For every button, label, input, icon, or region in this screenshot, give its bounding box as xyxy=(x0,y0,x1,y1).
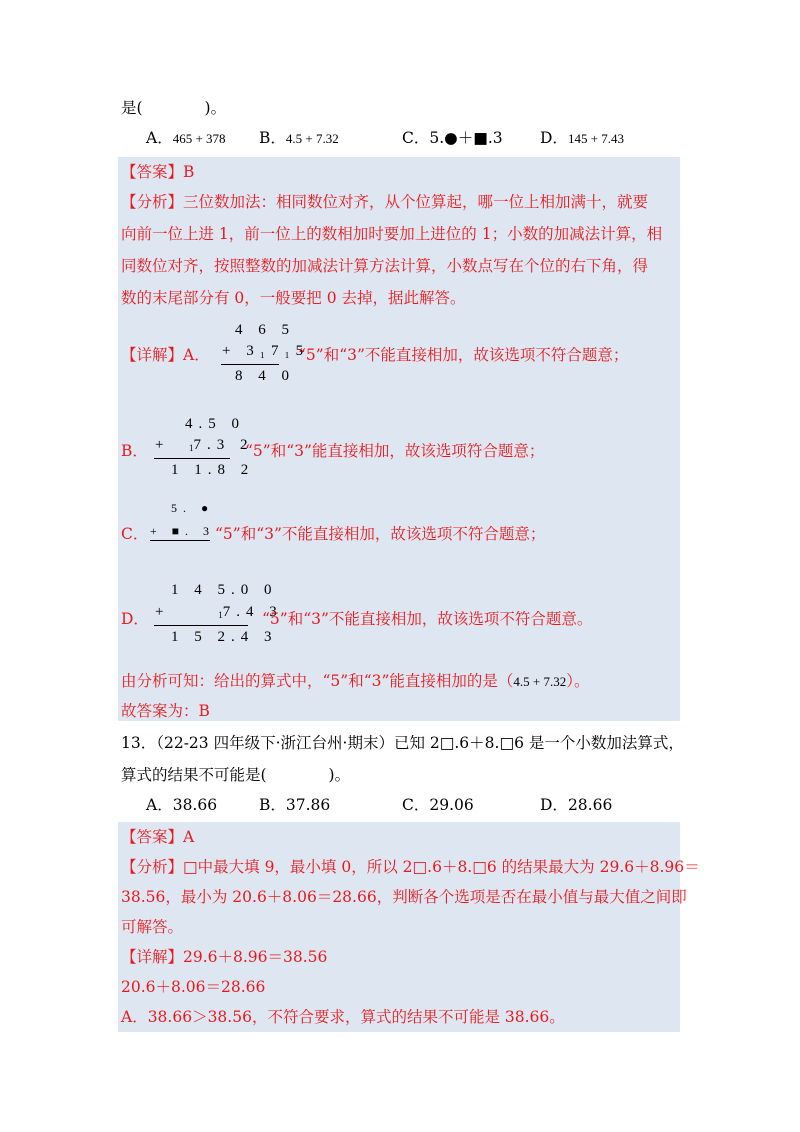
q12-conclusion xyxy=(121,671,590,692)
option-letter: D． xyxy=(540,796,568,814)
carry-digit: 1 xyxy=(218,610,223,620)
q13-option-c xyxy=(402,795,474,815)
q12-answer: 【答案】B xyxy=(121,163,195,181)
addend-digits: 7.3 2 xyxy=(193,437,254,453)
q12-analysis-line: 【分析】三位数加法：相同数位对齐，从个位算起，哪一位上相加满十，就要 xyxy=(121,193,649,211)
sum-line xyxy=(154,625,248,626)
conclusion-end: ）。 xyxy=(566,672,590,690)
q13-option-d xyxy=(540,795,612,815)
q12-detail-d-prefix: D． xyxy=(121,610,149,628)
q13-answer: 【答案】A xyxy=(121,828,195,846)
vertical-sum: 8 4 0 xyxy=(235,368,295,384)
q12-detail-c-comment: “5”和“3”不能直接相加，故该选项不符合题意； xyxy=(215,525,546,543)
option-expr: 4.5 + 7.32 xyxy=(285,131,339,146)
vertical-sum: 1 1.8 2 xyxy=(171,462,255,478)
sum-line xyxy=(221,364,279,365)
option-expr: 465 + 378 xyxy=(172,131,226,146)
q12-option-d xyxy=(540,128,624,149)
option-letter: D． xyxy=(540,129,568,147)
option-letter: C． xyxy=(402,796,430,814)
option-value: 28.66 xyxy=(567,796,613,814)
vertical-addend-top: 1 4 5.0 0 xyxy=(171,582,278,598)
q13-solution-panel xyxy=(118,822,680,1032)
vertical-addend-top: 5. ● xyxy=(171,501,215,515)
option-letter: A． xyxy=(146,796,173,814)
q13-analysis-line: 38.56，最小为 20.6＋8.06＝28.66，判断各个选项是否在最小值与最大值之间即 xyxy=(121,888,687,906)
q12-option-a xyxy=(146,128,226,149)
q13-detail-line: 20.6＋8.06＝28.66 xyxy=(121,978,266,996)
q13-stem-line: 算式的结果不可能是( )。 xyxy=(121,766,351,784)
q12-option-b xyxy=(259,128,339,149)
option-letter: B． xyxy=(259,129,286,147)
option-value: 38.66 xyxy=(172,796,218,814)
conclusion-text: 由分析可知：给出的算式中，“5”和“3”能直接相加的是（ xyxy=(121,672,514,690)
q13-analysis-line: 可解答。 xyxy=(121,918,184,936)
vertical-sum: 1 5 2.4 3 xyxy=(171,629,278,645)
conclusion-expr: 4.5 + 7.32 xyxy=(513,674,567,689)
sum-line xyxy=(154,458,230,459)
option-letter: B． xyxy=(259,796,286,814)
q13-analysis-line: 【分析】□中最大填 9，最小填 0，所以 2□.6＋8.□6 的结果最大为 29.6＋8.96＝ xyxy=(121,858,700,876)
option-value: 37.86 xyxy=(285,796,331,814)
q12-detail-c-prefix: C． xyxy=(121,525,149,543)
q13-stem-line: 13．（22-23 四年级下·浙江台州·期末）已知 2□.6＋8.□6 是一个小数加法算式， xyxy=(121,734,684,752)
plus-sign: + xyxy=(155,437,170,453)
q12-detail-a-prefix: 【详解】A． xyxy=(121,346,210,364)
q12-analysis-line: 同数位对齐，按照整数的加减法计算方法计算，小数点写在个位的右下角，得 xyxy=(121,257,649,275)
plus-sign: + xyxy=(155,604,170,620)
q13-detail-line: A．38.66＞38.56，不符合要求，算式的结果不可能是 38.66。 xyxy=(121,1008,565,1026)
option-letter: C． xyxy=(402,129,430,147)
q12-final-answer: 故答案为：B xyxy=(121,702,210,720)
q12-stem-tail: 是( )。 xyxy=(121,99,227,117)
vertical-addend-bottom: + ■. 3 xyxy=(150,524,216,538)
option-letter: A． xyxy=(146,129,173,147)
q13-option-a xyxy=(146,795,217,815)
q12-analysis-line: 向前一位上进 1，前一位上的数相加时要加上进位的 1；小数的加减法计算，相 xyxy=(121,225,663,243)
q13-detail-line: 【详解】29.6＋8.96＝38.56 xyxy=(121,948,328,966)
q12-detail-a-comment: “5”和“3”不能直接相加，故该选项不符合题意； xyxy=(298,346,629,364)
sum-line xyxy=(150,540,210,541)
option-value: 29.06 xyxy=(429,796,474,814)
option-expr: 145 + 7.43 xyxy=(567,131,625,146)
vertical-addend-top: 4.5 0 xyxy=(185,416,245,432)
vertical-addend-top: 4 6 5 xyxy=(235,322,295,338)
q12-detail-b-prefix: B． xyxy=(121,442,148,460)
vertical-addend-bottom xyxy=(155,437,253,454)
vertical-addend-bottom: + 3₁7₁5 xyxy=(222,343,310,359)
q13-option-b xyxy=(259,795,330,815)
addend-digits: 7.4 3 xyxy=(222,604,283,620)
q12-detail-d-comment: “5”和“3”不能直接相加，故该选项不符合题意。 xyxy=(262,610,593,628)
q12-analysis-line: 数的末尾部分有 0，一般要把 0 去掉，据此解答。 xyxy=(121,289,466,307)
q12-detail-b-comment: “5”和“3”能直接相加，故该选项符合题意； xyxy=(245,442,545,460)
q12-option-c xyxy=(402,128,503,148)
carry-digit: 1 xyxy=(188,443,194,453)
option-expr: 5.●＋■.3 xyxy=(429,129,503,147)
